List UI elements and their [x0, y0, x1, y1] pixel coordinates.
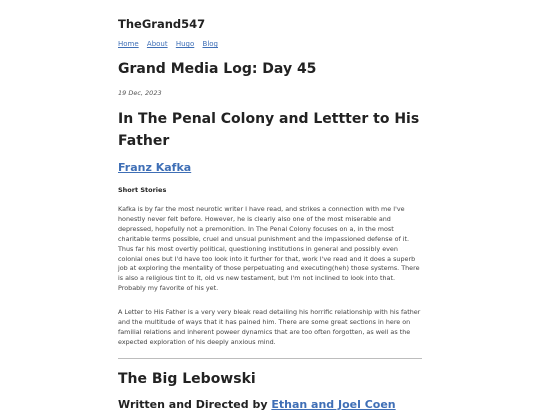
post-title: Grand Media Log: Day 45: [118, 61, 317, 77]
entry-title: The Big Lebowski: [118, 371, 256, 387]
section-divider: [118, 358, 422, 359]
credit-prefix: Written and Directed by: [118, 398, 268, 411]
review-paragraph: A Letter to His Father is a very very bleak read detailing his horrific relationship with his father and the multitude of ways that it has pained him. There are some great sections in here on familial relations and inherent poweer dynamics that are too often forgotten, as well as the expected exploration of his deeply anxious mind.: [118, 308, 421, 346]
site-title[interactable]: TheGrand547: [118, 17, 206, 31]
author-link[interactable]: Franz Kafka: [118, 161, 192, 174]
credit-link[interactable]: Ethan and Joel Coen: [271, 398, 396, 411]
nav-link-hugo[interactable]: Hugo: [175, 40, 195, 48]
nav-link-home[interactable]: Home: [118, 40, 139, 48]
nav-link-blog[interactable]: Blog: [202, 40, 218, 48]
review-paragraph: Kafka is by far the most neurotic writer I have read, and strikes a connection with me I've honestly never felt before. However, he is clearly also one of the most miserable and depressed, hopefully not a premonition. In The Penal Colony focuses on a, in the most charitable terms possible, cruel and unsual punishment and the impassioned defense of it. Thus far his most overtly political, questioning institutions in general and possibly even colonial ones but I'd have too look into it further for that, work I've read and it does a superb job at exploring the mentality of those perpetuating and executing(heh) those systems. There is also a religious tint to it, old vs new testament, but I'm not inclined to look into that. Probably my favorite of his yet.: [118, 205, 420, 293]
post-date: 19 Dec, 2023: [118, 89, 162, 97]
category-label: Short Stories: [118, 186, 167, 194]
nav-link-about[interactable]: About: [146, 40, 168, 48]
top-nav: [118, 40, 224, 48]
entry-title: In The Penal Colony and Lettter to His Father: [118, 111, 420, 149]
